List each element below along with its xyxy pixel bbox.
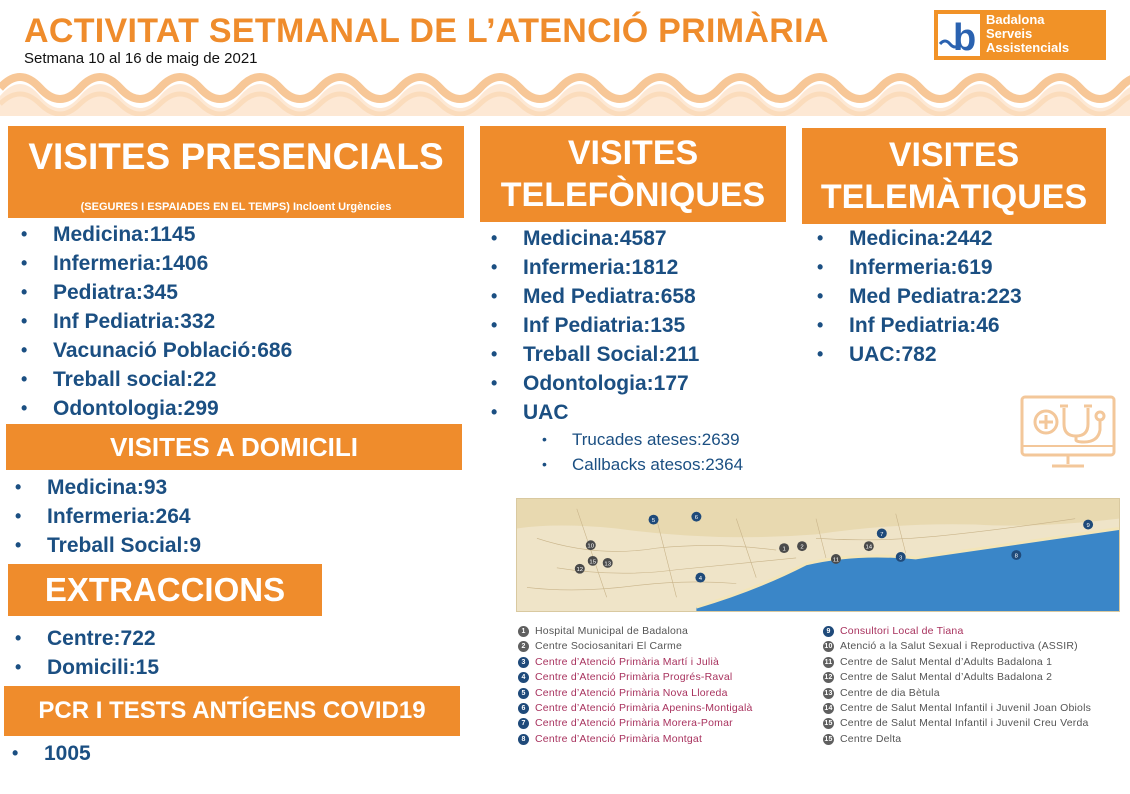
svg-text:12: 12: [576, 567, 584, 574]
legend-item: [823, 624, 1091, 639]
legend-label: Atenció a la Salut Sexual i Reproductiva (ASSIR): [840, 640, 1078, 653]
logo-line-2: Serveis: [986, 26, 1033, 41]
telefoniques-title-line2: TELEFÒNIQUES: [500, 176, 766, 214]
legend-label: Centre de Salut Mental Infantil i Juvenil Creu Verda: [840, 717, 1089, 730]
list-item: • Centre:722: [47, 624, 159, 653]
legend-label: Consultori Local de Tiana: [840, 625, 964, 637]
list-item: • Infermeria:264: [47, 502, 201, 531]
uac-subitem: • Trucades ateses:2639: [572, 427, 743, 452]
legend-label: Hospital Municipal de Badalona: [535, 625, 689, 637]
list-item: • Infermeria:1812: [523, 253, 699, 282]
legend-item: [518, 639, 753, 654]
map-marker: [588, 556, 598, 566]
list-item: • Domicili:15: [47, 653, 159, 682]
svg-text:8: 8: [1014, 553, 1019, 560]
map-marker: [649, 515, 659, 525]
decorative-wave-divider: [0, 66, 1130, 116]
telematiques-title-line1: VISITES: [888, 136, 1020, 174]
list-item: • Treball Social:9: [47, 531, 201, 560]
legend-number-badge: 12: [824, 674, 833, 682]
legend-label: Centre Sociosanitari El Carme: [535, 640, 683, 653]
legend-label: Centre d’Atenció Primària Progrés-Raval: [535, 671, 733, 684]
map-marker: [1011, 550, 1021, 560]
map-marker: [831, 554, 841, 564]
legend-number-badge: 14: [824, 704, 833, 712]
legend-item: [823, 670, 1091, 685]
domicili-list: [47, 473, 201, 560]
pcr-list: [44, 739, 91, 768]
presencials-note: (SEGURES I ESPAIADES EN EL TEMPS) Incloent Urgències: [80, 201, 392, 213]
list-item: • 1005: [44, 739, 91, 768]
svg-text:13: 13: [604, 561, 612, 568]
legend-number-badge: 15: [824, 720, 833, 728]
svg-text:6: 6: [694, 515, 699, 522]
legend-label: Centre Delta: [840, 732, 902, 745]
telefoniques-list: [523, 224, 699, 427]
legend-item: [823, 639, 1091, 654]
legend-item: [518, 732, 753, 747]
badalona-serveis-assistencials-logo: [934, 10, 1106, 60]
legend-item: [518, 716, 753, 731]
telematiques-title-line2: TELEMÀTIQUES: [820, 178, 1088, 216]
telefoniques-header: [480, 126, 786, 222]
list-item: • Inf Pediatria:135: [523, 311, 699, 340]
list-item: • Medicina:2442: [849, 224, 1022, 253]
presencials-header: [8, 126, 464, 218]
legend-item: [823, 701, 1091, 716]
map-marker: [864, 541, 874, 551]
legend-item: [518, 624, 753, 639]
legend-item: [823, 716, 1091, 731]
list-item: • Medicina:4587: [523, 224, 699, 253]
legend-label: Centre d’Atenció Primària Apenins-Montigalà: [535, 701, 753, 714]
svg-text:5: 5: [651, 518, 656, 525]
legend-number-badge: 9: [823, 626, 834, 637]
telefoniques-title-line1: VISITES: [567, 134, 699, 172]
legend-item: [823, 686, 1091, 701]
svg-text:10: 10: [587, 543, 595, 550]
map-legend-right: [823, 624, 1091, 747]
legend-label: Centre d’Atenció Primària Morera-Pomar: [535, 717, 733, 730]
legend-label: Centre de dia Bètula: [840, 686, 940, 699]
page-subtitle: Setmana 10 al 16 de maig de 2021: [24, 50, 258, 67]
telematiques-list: [849, 224, 1022, 369]
legend-item: [518, 686, 753, 701]
list-item: • Medicina:1145: [53, 220, 292, 249]
presencials-list: [53, 220, 292, 423]
list-item: • Infermeria:619: [849, 253, 1022, 282]
telematiques-header: [802, 128, 1106, 224]
legend-item: [518, 701, 753, 716]
monitor-stethoscope-icon: [1018, 394, 1120, 472]
legend-item: [823, 732, 1091, 747]
map-legend-left: [518, 624, 753, 747]
list-item: • Inf Pediatria:332: [53, 307, 292, 336]
legend-number-badge: 10: [824, 643, 833, 651]
svg-text:9: 9: [1086, 523, 1090, 529]
legend-number-badge: 6: [518, 703, 529, 714]
svg-text:7: 7: [880, 531, 884, 538]
svg-text:4: 4: [698, 576, 703, 583]
legend-label: Centre d’Atenció Primària Nova Lloreda: [535, 686, 728, 699]
map-marker: [779, 543, 789, 553]
list-item: • Infermeria:1406: [53, 249, 292, 278]
extraccions-list: [47, 624, 159, 682]
svg-text:2: 2: [800, 544, 804, 551]
legend-label: Centre de Salut Mental Infantil i Juvenil Joan Obiols: [840, 701, 1092, 714]
legend-number-badge: 4: [518, 672, 529, 683]
list-item: • Pediatra:345: [53, 278, 292, 307]
legend-number-badge: 1: [518, 626, 529, 637]
svg-text:14: 14: [865, 544, 873, 551]
pcr-header: PCR I TESTS ANTÍGENS COVID19: [4, 686, 460, 736]
map-marker: [797, 541, 807, 551]
legend-number-badge: 7: [518, 718, 529, 729]
page-title: ACTIVITAT SETMANAL DE L’ATENCIÓ PRIMÀRIA: [24, 12, 829, 50]
legend-label: Centre de Salut Mental d’Adults Badalona 2: [840, 671, 1053, 684]
map-marker: [877, 528, 887, 538]
map-marker: [896, 552, 906, 562]
legend-number-badge: 5: [518, 688, 529, 699]
svg-text:3: 3: [899, 555, 903, 562]
domicili-header: VISITES A DOMICILI: [6, 424, 462, 470]
legend-number-badge: 13: [824, 689, 833, 697]
list-item: • Odontologia:299: [53, 394, 292, 423]
badalona-map: [516, 498, 1120, 612]
legend-number-badge: 3: [518, 657, 529, 668]
svg-text:1: 1: [782, 546, 786, 553]
legend-label: Centre de Salut Mental d’Adults Badalona 1: [840, 655, 1053, 668]
list-item: • UAC:782: [849, 340, 1022, 369]
legend-item: [823, 655, 1091, 670]
list-item: • Medicina:93: [47, 473, 201, 502]
map-marker: [575, 564, 585, 574]
legend-number-badge: 11: [824, 658, 833, 666]
map-marker: [691, 512, 701, 522]
list-item: • Treball social:22: [53, 365, 292, 394]
legend-label: Centre d’Atenció Primària Montgat: [535, 732, 703, 745]
logo-line-3: Assistencials: [986, 40, 1070, 55]
presencials-title: VISITES PRESENCIALS: [28, 136, 444, 177]
extraccions-header: EXTRACCIONS: [8, 564, 322, 616]
list-item: • UAC: [523, 398, 699, 427]
list-item: • Vacunació Població:686: [53, 336, 292, 365]
map-marker: [695, 573, 705, 583]
svg-text:15: 15: [589, 559, 597, 566]
legend-item: [518, 670, 753, 685]
legend-number-badge: 2: [518, 641, 529, 652]
legend-label: Centre d’Atenció Primària Martí i Julià: [535, 655, 720, 668]
list-item: • Med Pediatra:658: [523, 282, 699, 311]
logo-letter: b: [953, 17, 977, 56]
map-marker: [1083, 520, 1093, 530]
legend-item: [518, 655, 753, 670]
list-item: • Med Pediatra:223: [849, 282, 1022, 311]
map-marker: [586, 540, 596, 550]
list-item: • Inf Pediatria:46: [849, 311, 1022, 340]
uac-sublist: [572, 427, 743, 477]
legend-number-badge: 8: [518, 734, 529, 745]
logo-line-1: Badalona: [986, 12, 1045, 27]
list-item: • Treball Social:211: [523, 340, 699, 369]
svg-text:11: 11: [832, 557, 840, 564]
list-item: • Odontologia:177: [523, 369, 699, 398]
legend-number-badge: 15: [824, 735, 833, 743]
map-marker: [603, 558, 613, 568]
logo-mark-icon: [938, 14, 980, 56]
uac-subitem: • Callbacks atesos:2364: [572, 452, 743, 477]
